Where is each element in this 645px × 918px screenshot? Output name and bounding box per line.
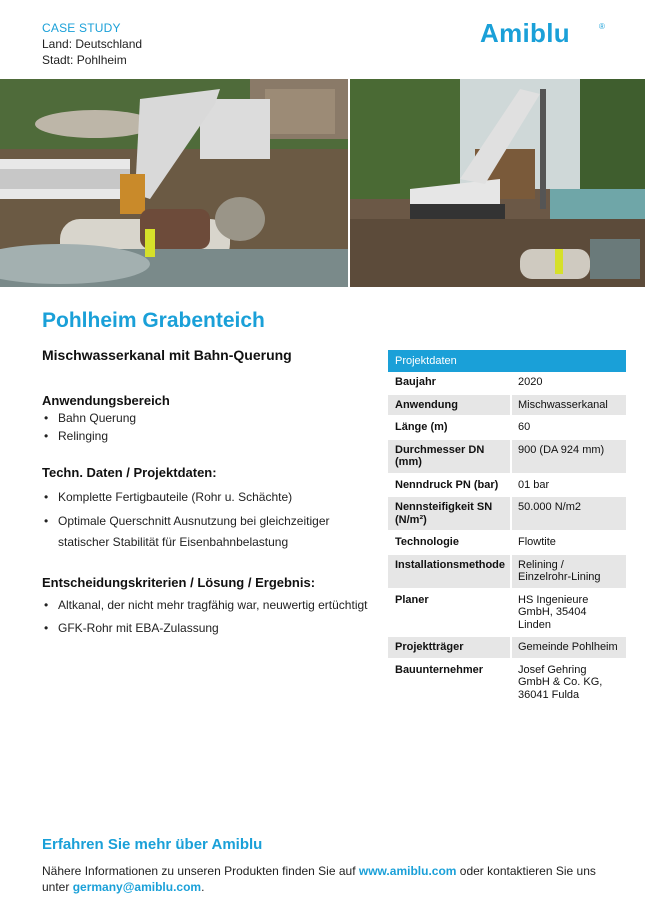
table-row [388, 417, 626, 440]
list-item: • Optimale Querschnitt Ausnutzung bei gleichzeitiger statischer Stabilität für Eisenbahnbelastung [42, 511, 382, 553]
table-key: Projektträger [388, 637, 510, 658]
table-value: Flowtite [510, 532, 626, 553]
website-link[interactable]: www.amiblu.com [358, 864, 457, 878]
table-key: Bauunternehmer [395, 663, 484, 676]
table-row [388, 555, 626, 590]
project-data-table [388, 350, 626, 707]
table-key: Baujahr [395, 376, 436, 388]
registered-mark: ® [599, 22, 605, 31]
page-title: Pohlheim Grabenteich [42, 309, 265, 332]
table-key: Anwendung [388, 395, 510, 416]
section-heading-techn: Techn. Daten / Projektdaten: [42, 465, 217, 480]
table-row [388, 475, 626, 498]
table-row [388, 372, 626, 395]
footer-text-part: Nähere Informationen zu unseren Produkten finden Sie auf [42, 864, 359, 878]
table-value: 2020 [510, 372, 626, 393]
table-row [388, 660, 626, 708]
list-item: • Relinging [42, 428, 382, 446]
excavator-trench-photo-right [350, 79, 645, 287]
table-value: 50.000 N/m2 [510, 497, 626, 530]
table-value: 900 (DA 924 mm) [510, 440, 626, 473]
anwendung-list [42, 410, 382, 446]
table-value: Gemeinde Pohlheim [510, 637, 626, 658]
page-subtitle: Mischwasserkanal mit Bahn-Querung [42, 347, 292, 363]
page-header [0, 0, 645, 78]
table-key: Nenndruck PN (bar) [395, 478, 499, 491]
footer-title: Erfahren Sie mehr über Amiblu [42, 836, 263, 853]
footer-text [42, 863, 602, 895]
footer-text-part: oder kontaktieren Sie uns unter [42, 864, 596, 894]
footer-text-part: . [201, 880, 205, 894]
table-row [388, 532, 626, 555]
entscheidung-list [42, 597, 382, 643]
table-row [388, 395, 626, 418]
table-key: Durchmesser DN (mm) [388, 440, 510, 473]
amiblu-logo: Amiblu [480, 18, 570, 48]
table-value: Josef Gehring GmbH & Co. KG, 36041 Fulda [510, 660, 626, 706]
table-value: HS Ingenieure GmbH, 35404 Linden [510, 590, 626, 636]
country-line: Land: Deutschland [42, 37, 143, 51]
table-key: Länge (m) [395, 421, 448, 433]
list-item: • Altkanal, der nicht mehr tragfähig war, neuwertig ertüchtigt [42, 597, 382, 613]
section-heading-entscheidung: Entscheidungskriterien / Lösung / Ergebnis: [42, 575, 316, 590]
table-value: Mischwasserkanal [510, 395, 626, 416]
table-key: Nennsteifigkeit SN (N/m²) [388, 497, 510, 530]
table-row [388, 497, 626, 532]
list-item: • GFK-Rohr mit EBA-Zulassung [42, 620, 382, 636]
list-item: • Komplette Fertigbauteile (Rohr u. Schächte) [42, 487, 382, 508]
city-line: Stadt: Pohlheim [42, 53, 127, 67]
construction-site-photo-left [0, 79, 348, 287]
table-key: Planer [395, 593, 429, 606]
table-row [388, 590, 626, 638]
email-link[interactable]: germany@amiblu.com [72, 880, 202, 894]
table-row [388, 440, 626, 475]
table-value: 01 bar [510, 475, 626, 496]
table-key: Installationsmethode [388, 555, 510, 588]
table-key: Technologie [395, 536, 459, 548]
table-value: 60 [510, 417, 626, 438]
list-item: • Bahn Querung [42, 410, 382, 428]
techn-list [42, 487, 382, 556]
table-row [388, 637, 626, 660]
section-heading-anwendung: Anwendungsbereich [42, 393, 170, 408]
table-header: Projektdaten [388, 350, 626, 372]
case-study-label: CASE STUDY [42, 21, 121, 35]
table-value: Relining / Einzelrohr-Lining [510, 555, 626, 588]
